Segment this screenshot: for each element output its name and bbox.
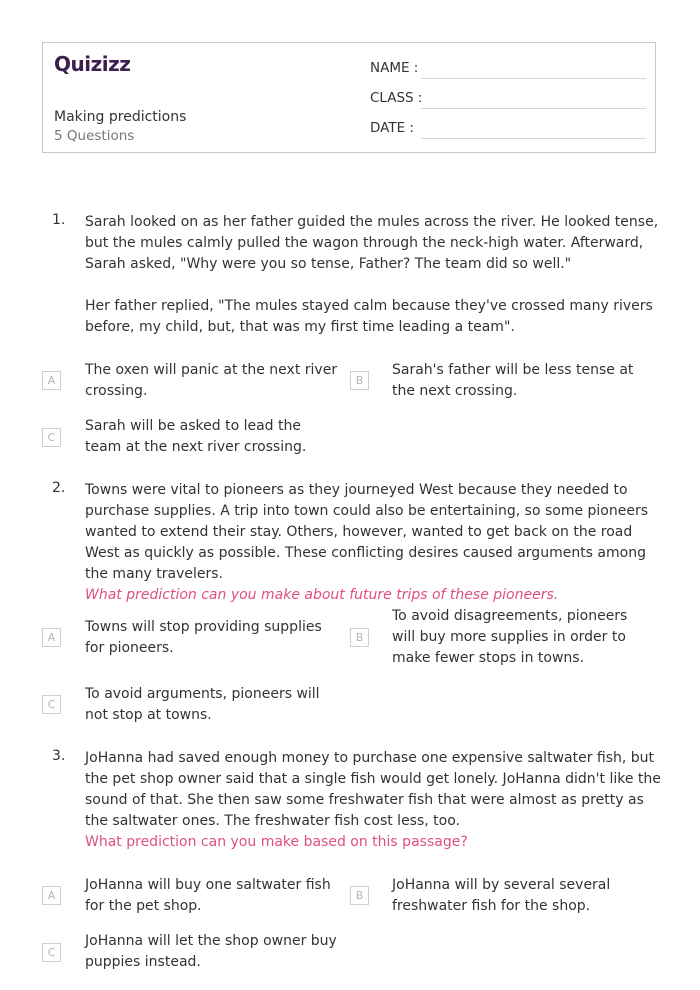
date-label: DATE : (370, 120, 414, 136)
worksheet-title: Making predictions (54, 109, 187, 125)
question-prompt: What prediction can you make about future trips of these pioneers. (85, 587, 559, 603)
option-letter-box: B (350, 371, 369, 390)
option-text: JoHanna will buy one saltwater fish for the pet shop. (85, 877, 331, 914)
option-letter-box: B (350, 628, 369, 647)
question-number: 2. (52, 480, 66, 496)
option-text: Towns will stop providing supplies for pioneers. (85, 619, 322, 656)
name-line (421, 78, 646, 79)
question-prompt: What prediction can you make based on this passage? (85, 834, 468, 850)
option-text: Sarah's father will be less tense at the next crossing. (392, 362, 634, 399)
question-count: 5 Questions (54, 128, 135, 144)
class-label: CLASS : (370, 90, 423, 106)
question-number: 1. (52, 212, 66, 228)
question-paragraph: Sarah looked on as her father guided the mules across the river. He looked tense, but the mules calmly pulled the wagon through the neck-high water. Afterward, Sarah asked, "Why were you so tense, Father? The team did so well." (85, 214, 659, 272)
option-text: JoHanna will let the shop owner buy puppies instead. (85, 933, 337, 970)
question-text (85, 212, 665, 338)
option-text: The oxen will panic at the next river crossing. (85, 362, 338, 399)
question-number: 3. (52, 748, 66, 764)
option-text: To avoid disagreements, pioneers will buy more supplies in order to make fewer stops in towns. (392, 608, 628, 666)
quizizz-logo: Quizizz (54, 52, 131, 76)
option-text: To avoid arguments, pioneers will not stop at towns. (85, 686, 320, 723)
question-text (85, 480, 665, 606)
date-line (421, 138, 646, 139)
question-paragraph: Her father replied, "The mules stayed calm because they've crossed many rivers before, my child, but, that was my first time leading a team". (85, 298, 653, 335)
question-text (85, 748, 665, 853)
question-paragraph: Towns were vital to pioneers as they journeyed West because they needed to purchase supplies. A trip into town could also be entertaining, so some pioneers wanted to extend their stay. Others, however, wanted to get back on the road West as quickly as possible. These conflicting desires caused arguments among the many travelers. (85, 482, 649, 582)
name-label: NAME : (370, 60, 419, 76)
option-letter-box: C (42, 428, 61, 447)
option-text: JoHanna will by several several freshwater fish for the shop. (392, 877, 611, 914)
worksheet-header (42, 42, 656, 153)
option-text: Sarah will be asked to lead the team at the next river crossing. (85, 418, 307, 455)
class-line (421, 108, 646, 109)
option-letter-box: B (350, 886, 369, 905)
option-letter-box: A (42, 628, 61, 647)
option-letter-box: A (42, 371, 61, 390)
option-letter-box: C (42, 695, 61, 714)
option-letter-box: C (42, 943, 61, 962)
option-letter-box: A (42, 886, 61, 905)
question-paragraph: JoHanna had saved enough money to purchase one expensive saltwater fish, but the pet shop owner said that a single fish would get lonely. JoHanna didn't like the sound of that. She then saw some freshwater fish that were almost as pretty as the saltwater ones. The freshwater fish cost less, too. (85, 750, 661, 829)
